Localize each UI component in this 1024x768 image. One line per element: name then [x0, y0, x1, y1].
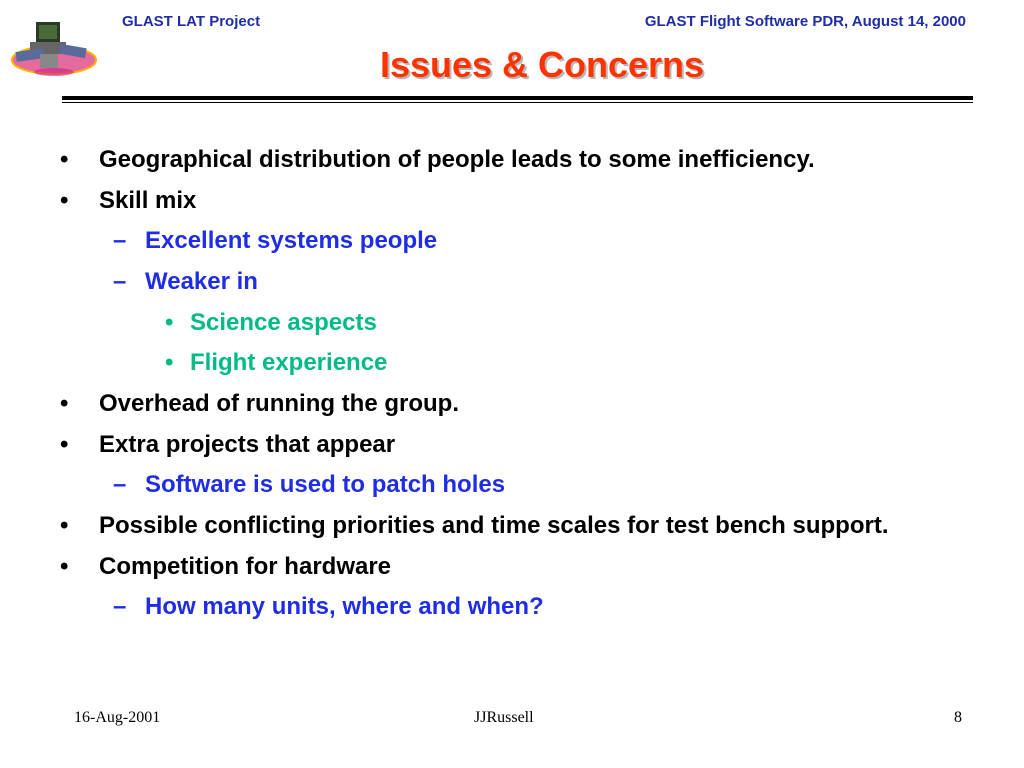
- bullet-text: Competition for hardware: [99, 552, 392, 580]
- sub-bullet-item: [0, 225, 1000, 257]
- bullet-list: [0, 144, 1000, 632]
- sub-sub-bullet-text: Flight experience: [190, 349, 388, 377]
- sub-sub-bullet-text: Science aspects: [190, 308, 377, 336]
- sub-bullet-text: Weaker in: [145, 268, 258, 296]
- bullet-marker: •: [60, 146, 69, 173]
- bullet-marker: •: [60, 552, 69, 580]
- bullet-marker: •: [60, 390, 69, 418]
- footer-date: 16-Aug-2001: [74, 709, 161, 726]
- sub-sub-bullet-item: [0, 347, 1000, 379]
- bullet-text: Skill mix: [99, 186, 197, 214]
- bullet-item: [0, 185, 1000, 217]
- bullet-item: [0, 429, 1000, 461]
- title-rule-thin: [62, 102, 973, 103]
- dash-marker: –: [113, 227, 127, 255]
- bullet-item: [0, 510, 919, 542]
- bullet-text: Geographical distribution of people leads to some inefficiency.: [99, 146, 815, 173]
- bullet-marker: •: [60, 430, 69, 458]
- page-number: 8: [954, 709, 962, 726]
- header-event: GLAST Flight Software PDR, August 14, 2000: [644, 13, 966, 30]
- dash-marker: –: [113, 593, 127, 621]
- header-project: GLAST LAT Project: [122, 13, 261, 30]
- bullet-marker: •: [165, 308, 174, 336]
- title-rule-thick: [62, 96, 973, 100]
- bullet-text: Overhead of running the group.: [99, 390, 459, 418]
- sub-sub-bullet-item: [0, 307, 1000, 339]
- dash-marker: –: [113, 471, 127, 499]
- footer-author: JJRussell: [474, 709, 534, 726]
- slide-title: Issues & Concerns: [379, 44, 705, 85]
- bullet-item: [0, 144, 1000, 176]
- sub-bullet-text: Software is used to patch holes: [145, 471, 506, 499]
- bullet-item: [0, 551, 1000, 583]
- bullet-marker: •: [60, 186, 69, 214]
- bullet-marker: •: [165, 349, 174, 377]
- sub-bullet-text: Excellent systems people: [145, 227, 438, 255]
- sub-bullet-item: [0, 266, 1000, 298]
- bullet-item: [0, 388, 1000, 420]
- bullet-text: Possible conflicting priorities and time scales for test bench support.: [99, 512, 889, 540]
- sub-bullet-item: [0, 469, 1000, 501]
- sub-bullet-text: How many units, where and when?: [145, 593, 544, 621]
- dash-marker: –: [113, 268, 127, 296]
- sub-bullet-item: [0, 591, 1000, 623]
- bullet-text: Extra projects that appear: [99, 430, 396, 458]
- bullet-marker: •: [60, 512, 69, 540]
